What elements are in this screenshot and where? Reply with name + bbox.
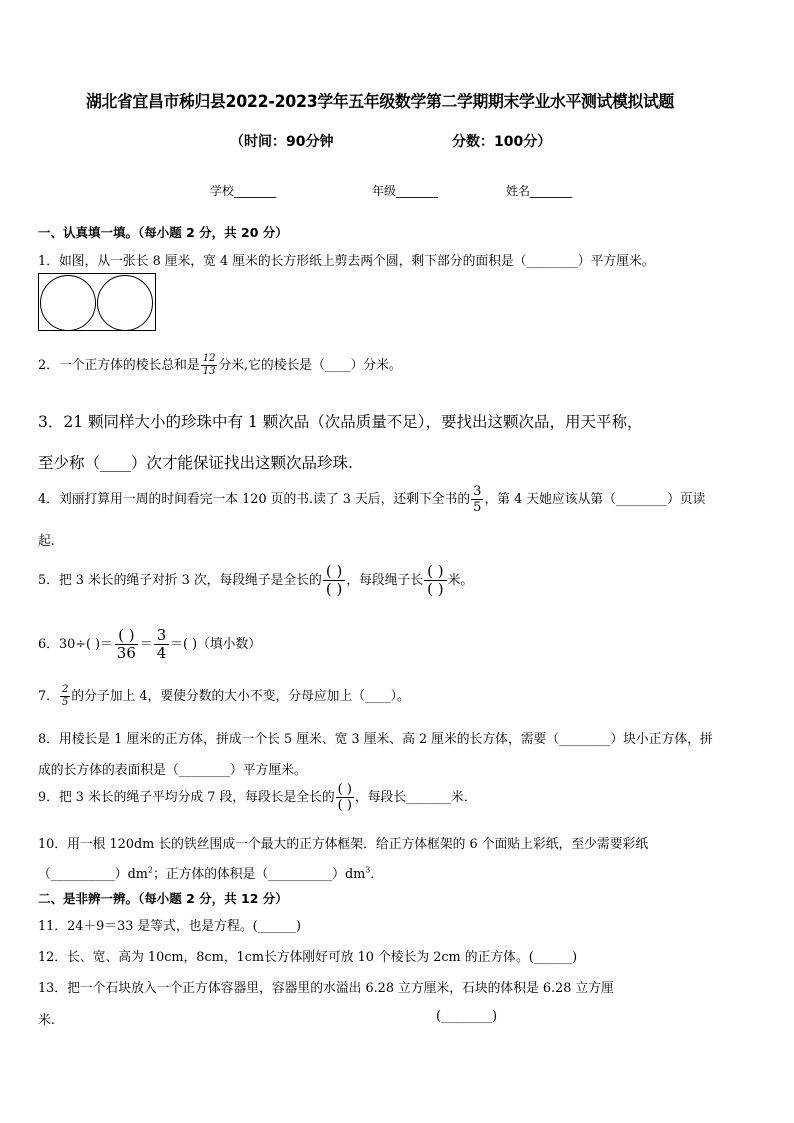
- q5-denominator-1: ( ): [325, 580, 343, 598]
- q5-fraction-1: [323, 564, 345, 597]
- q9-text: 9．把 3 米长的绳子平均分成 7 段，每段长是全长的: [38, 790, 335, 805]
- q10-superscript-3: 3: [365, 865, 371, 875]
- q9-fraction: [336, 783, 354, 812]
- question-11: 11．24＋9＝33 是等式，也是方程。(______): [38, 919, 301, 934]
- section2-heading: 二、是非辨一辨。（每小题 2 分，共 12 分）: [38, 891, 288, 906]
- q9-text-end: ，每段长_______米．: [354, 790, 477, 805]
- grade-field: 年级_______: [372, 184, 439, 198]
- q4-denominator: 5: [473, 500, 482, 515]
- q2-denominator: 13: [202, 366, 216, 377]
- q4-fraction: [471, 485, 483, 514]
- q10-blank-2: ；正方体的体积是（__________）dm: [153, 867, 366, 882]
- q7-fraction: [60, 685, 70, 708]
- q9-denominator: ( ): [337, 798, 352, 813]
- name-field: 姓名_______: [506, 184, 573, 198]
- q5-text-mid: ，每段绳子长: [346, 573, 424, 588]
- question-8-line2: 成的长方体的表面积是（________）平方厘米。: [38, 763, 307, 778]
- q10-blank-1: （__________）dm: [38, 867, 148, 882]
- q7-text-end: 的分子加上 4，要使分数的大小不变，分母应加上（____）。: [71, 689, 410, 704]
- exam-title: 湖北省宜昌市秭归县2022-2023学年五年级数学第二学期期末学业水平测试模拟试题: [85, 92, 675, 111]
- question-10-line2: [38, 863, 383, 882]
- q6-denominator-2: 4: [156, 644, 167, 662]
- question-10-line1: 10．用一根 120dm 长的铁丝围成一个最大的正方体框架．给正方体框架的 6 个面贴上彩纸，至少需要彩纸: [38, 837, 649, 852]
- question-4-line2: 起.: [38, 534, 55, 549]
- q7-numerator: 2: [61, 684, 69, 695]
- exam-time: （时间：90分钟: [230, 134, 334, 150]
- q7-denominator: 5: [61, 697, 69, 708]
- question-1: 1．如图，从一张长 8 厘米，宽 4 厘米的长方形纸上剪去两个圆，剩下部分的面积是（________）平方厘米。: [38, 254, 655, 269]
- question-4: [38, 485, 705, 514]
- q5-text: 5．把 3 米长的绳子对折 3 次，每段绳子是全长的: [38, 573, 322, 588]
- q6-text-end: ＝( )（填小数）: [170, 637, 262, 652]
- school-field: 学校_______: [210, 184, 277, 198]
- question-9: [38, 783, 477, 812]
- q6-numerator-2: 3: [154, 628, 170, 645]
- q6-fraction-2: [154, 628, 170, 661]
- q4-numerator: 3: [473, 484, 482, 499]
- question-13-line2: 米.: [38, 1013, 55, 1028]
- question-5: [38, 564, 473, 597]
- question-3-line2: 至少称（____）次才能保证找出这颗次品珍珠.: [38, 454, 353, 472]
- question-2: [38, 354, 402, 377]
- circle-right: [97, 275, 153, 331]
- q6-numerator-1: ( ): [115, 628, 137, 645]
- q4-text: 4．刘丽打算用一周的时间看完一本 120 页的书.读了 3 天后，还剩下全书的: [38, 492, 471, 507]
- q5-numerator-2: ( ): [424, 564, 446, 581]
- q6-text: 6．30÷( )＝: [38, 637, 113, 652]
- q9-numerator: ( ): [337, 782, 352, 797]
- q2-text: 2．一个正方体的棱长总和是: [38, 358, 200, 373]
- question-7: [38, 685, 410, 708]
- question-6: [38, 628, 261, 661]
- q5-text-end: 米。: [447, 573, 474, 588]
- q5-denominator-2: ( ): [427, 580, 444, 598]
- q4-text-end: ，第 4 天她应该从第（________）页读: [484, 492, 706, 507]
- question-12: 12．长、宽、高为 10cm，8cm，1cm长方体刚好可放 10 个棱长为 2cm 的正方体。(______): [38, 950, 578, 965]
- question-13-line1: 13．把一个石块放入一个正方体容器里，容器里的水溢出 6.28 立方厘米，石块的体积是 6.28 立方厘: [38, 981, 614, 996]
- question-13-blank: (________): [436, 1009, 498, 1024]
- section1-heading: 一、认真填一填。（每小题 2 分，共 20 分）: [38, 225, 288, 240]
- q10-end: ．: [370, 867, 384, 882]
- question-3-line1: 3．21 颗同样大小的珍珠中有 1 颗次品（次品质量不足），要找出这颗次品，用天平称，: [38, 413, 643, 431]
- exam-score: 分数：100分）: [452, 134, 552, 150]
- q6-fraction-1: [114, 628, 139, 661]
- q5-numerator-1: ( ): [323, 564, 345, 581]
- q7-text: 7．: [38, 689, 59, 704]
- q6-denominator-1: 36: [116, 644, 136, 662]
- question-8-line1: 8．用棱长是 1 厘米的正方体，拼成一个长 5 厘米、宽 3 厘米、高 2 厘米的长方体，需要（________）块小正方体，拼: [38, 732, 713, 747]
- rectangle-figure: [38, 273, 156, 331]
- q5-fraction-2: [424, 564, 446, 597]
- q2-numerator: 12: [202, 353, 216, 364]
- q2-fraction: [201, 354, 218, 377]
- q6-equals: ＝: [139, 637, 153, 652]
- q2-text-end: 分米,它的棱长是（____）分米。: [218, 358, 402, 373]
- circle-left: [40, 275, 96, 331]
- q10-superscript-2: 2: [147, 865, 153, 875]
